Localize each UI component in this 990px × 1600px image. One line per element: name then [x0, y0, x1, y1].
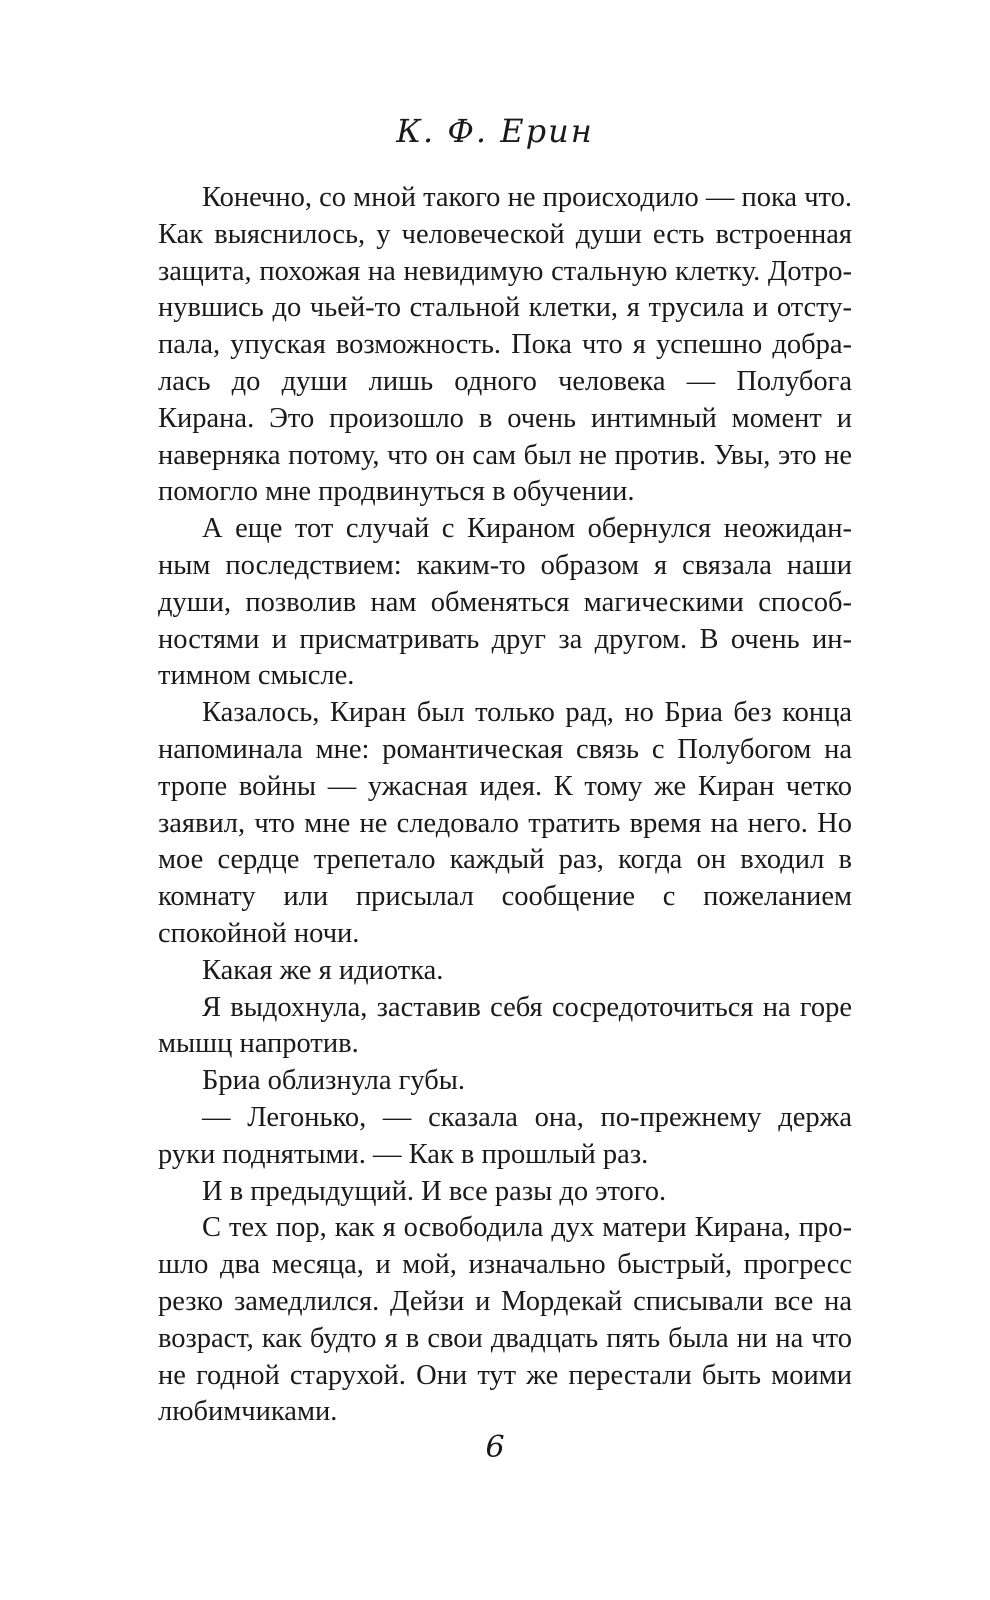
paragraph: С тех пор, как я освободила дух матери Кирана, прошло два месяца, и мой, изначально быстрый, прогресс резко замедлился. Дейзи и Мордекай списывали все на возраст, как будто я в свои двадцать пять была ни на что не годной старухой. Они тут же перестали быть моими любимчиками. — [158, 1212, 852, 1428]
paragraph: Казалось, Киран был только рад, но Бриа без конца напоминала мне: романтическая связь с Полубогом на тропе войны — ужасная идея. К тому же Киран четко заявил, что мне не следовало тратить время на него. Но мое сердце трепетало каждый раз, когда он входил в комнату или присылал сообщение с пожеланием спокойной ночи. — [158, 697, 852, 949]
paragraph: Какая же я идиотка. — [202, 954, 444, 986]
paragraph: Бриа облизнула губы. — [202, 1065, 465, 1097]
paragraph: А еще тот случай с Кираном обернулся неожиданным последствием: каким-то образом я связала наши души, позволив нам обменяться магическими способностями и присматривать друг за другом. В очень интимном смысле. — [158, 513, 852, 692]
paragraph: И в предыдущий. И все разы до этого. — [202, 1175, 667, 1207]
paragraph: Я выдохнула, заставив себя сосредоточиться на горе мышц напротив. — [158, 991, 852, 1060]
dialogue-paragraph: — Легонько, — сказала она, по-прежнему держа руки поднятыми. — Как в прошлый раз. — [158, 1101, 852, 1170]
body-text — [158, 180, 852, 1431]
running-head-author: К. Ф. Ерин — [396, 112, 594, 150]
page-number: 6 — [485, 1430, 505, 1465]
paragraph: Конечно, со мной такого не происходило — пока что. Как выяснилось, у человеческой души есть встроенная защита, похожая на невидимую стальную клетку. Дотронувшись до чьей-то стальной клетки, я трусила и отступала, упуская возможность. Пока что я успешно добралась до души лишь одного человека — Полубога Кирана. Это произошло в очень интимный момент и наверняка потому, что он сам был не против. Увы, это не помогло мне продвинуться в обучении. — [158, 182, 852, 508]
